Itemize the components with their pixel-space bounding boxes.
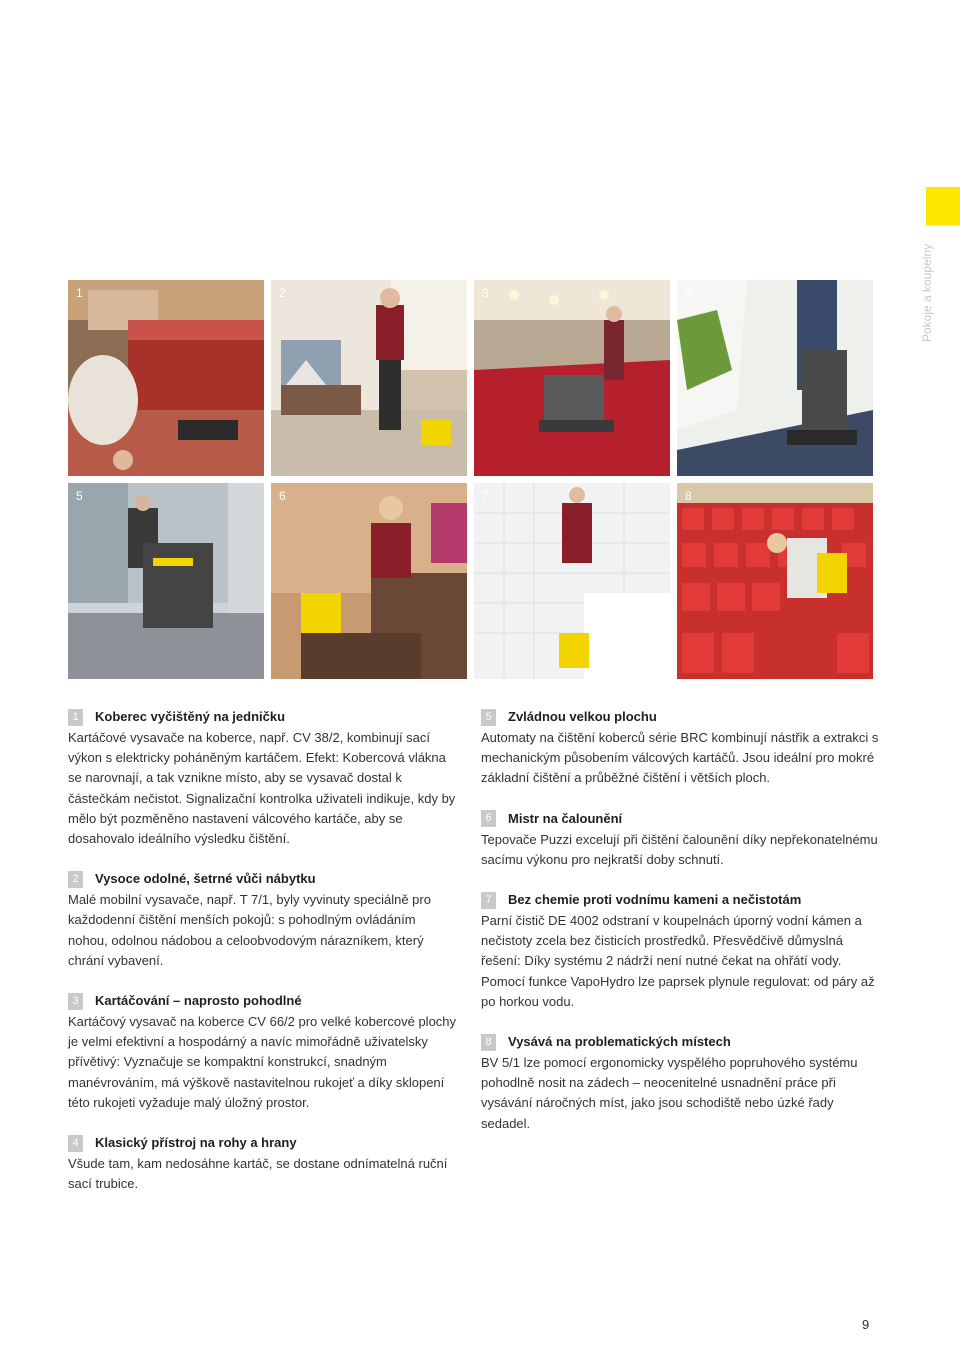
item-title: Klasický přístroj na rohy a hrany [95, 1134, 297, 1150]
item-title: Mistr na čalounění [508, 810, 623, 826]
item-title: Koberec vyčištěný na jedničku [95, 708, 286, 724]
section-color-tab [926, 187, 960, 225]
item-number-badge: 5 [481, 709, 496, 726]
feature-item-8 [481, 1032, 881, 1134]
item-title: Bez chemie proti vodnímu kameni a nečistotám [508, 891, 802, 907]
item-number-badge: 1 [68, 709, 83, 726]
item-body: BV 5/1 lze pomocí ergonomicky vyspělého popruhového systému pohodlně nosit na zádech – neocenitelné usnadnění práce při vysávání náročných míst, jako jsou schodiště nebo úzké řady sedadel. [481, 1055, 858, 1131]
item-body: Automaty na čištění koberců série BRC kombinují nástřik a extrakci s mechanickým působením válcových kartáčů. Jsou ideální pro mokré základní čištění a průběžné čištění i větších ploch. [481, 730, 879, 786]
section-label: Pokoje a koupelny [920, 243, 934, 342]
item-number-badge: 2 [68, 871, 83, 888]
text-column-right [481, 707, 881, 1154]
item-body: Kartáčový vysavač na koberce CV 66/2 pro velké kobercové plochy je velmi efektivní a hospodárný a navíc mimořádně uživatelsky přívětivý: Vyznačuje se kompaktní konstrukcí, snadným manévrováním, má výškově nastavitelnou rukojeť a díky sklopení této rukojeti vyžaduje malý úložný prostor. [68, 1014, 457, 1110]
item-title: Vysoce odolné, šetrné vůči nábytku [95, 871, 316, 887]
photo-bedroom-carpet: 1 [68, 280, 264, 476]
text-column-left [68, 707, 458, 1214]
item-number-badge: 3 [68, 993, 83, 1010]
feature-item-2 [68, 869, 458, 971]
photo-theatre-backpack: 8 [677, 483, 873, 679]
item-body: Parní čistič DE 4002 odstraní v koupelnách úporný vodní kámen a nečistoty zcela bez čisticích prostředků. Přesvědčivě důmyslná řešení: Díky systému 2 nádrží není nutné čekat na ohřátí vody. Pomocí funkce VapoHydro lze paprsek plynule regulovat: od páry až po horkou vodu. [481, 913, 875, 1009]
item-number-badge: 8 [481, 1034, 496, 1051]
item-title: Zvládnou velkou plochu [508, 708, 657, 724]
feature-item-4 [68, 1133, 458, 1194]
item-title: Kartáčování – naprosto pohodlné [95, 992, 302, 1008]
feature-item-5 [481, 707, 881, 789]
item-number-badge: 6 [481, 810, 496, 827]
photo-upholstery-cleaning: 6 [271, 483, 467, 679]
item-number-badge: 7 [481, 892, 496, 909]
feature-item-7 [481, 890, 881, 1012]
feature-item-1 [68, 707, 458, 849]
photo-hotel-room-vacuum: 2 [271, 280, 467, 476]
feature-item-3 [68, 991, 458, 1113]
photo-corridor-upright: 4 [677, 280, 873, 476]
feature-item-6 [481, 809, 881, 870]
item-body: Tepovače Puzzi excelují při čištění čalounění díky nepřekonatelnému sacímu výkonu pro nejkratší doby schnutí. [481, 831, 878, 867]
item-number-badge: 4 [68, 1135, 83, 1152]
photo-bathroom-steam: 7 [474, 483, 670, 679]
photo-office-extractor: 5 [68, 483, 264, 679]
photo-lobby-carpet-brush: 3 [474, 280, 670, 476]
item-body: Malé mobilní vysavače, např. T 7/1, byly vyvinuty speciálně pro každodenní čištění menších pokojů: s pohodlným ovládáním nohou, odolnou nádobou a celoobvodovým nárazníkem, který chrání vybavení. [68, 892, 431, 968]
item-body: Všude tam, kam nedosáhne kartáč, se dostane odnímatelná ruční sací trubice. [68, 1156, 448, 1192]
item-title: Vysává na problematických místech [508, 1033, 731, 1049]
item-body: Kartáčové vysavače na koberce, např. CV 38/2, kombinují sací výkon s elektricky poháněným kartáčem. Efekt: Kobercová vlákna se narovnají, a tak vznikne místo, aby se vysavač dostal k částečkám nečistot. Signalizační kontrolka uživateli indikuje, kdy by mělo být pozměněno nastavení válcového kartáče, aby se dosahovalo ideálního výsledku čištění. [68, 730, 456, 847]
page-number: 9 [862, 1317, 870, 1332]
